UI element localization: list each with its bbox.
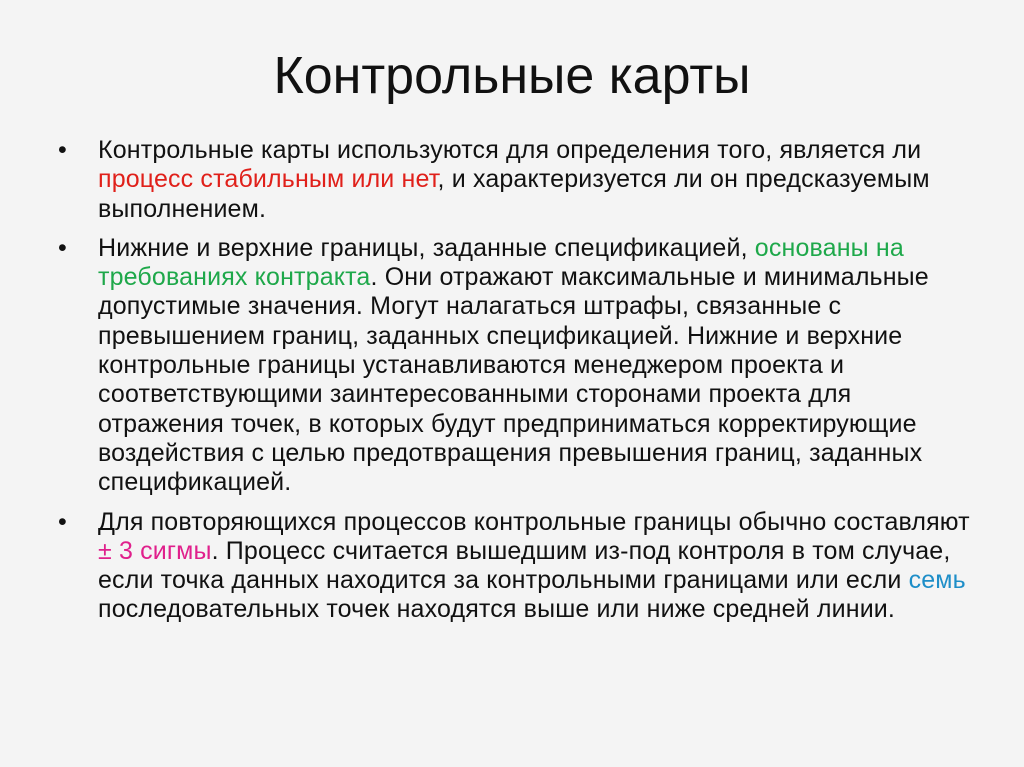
bullet-3-highlight-sigma: ± 3 сигмы xyxy=(98,536,212,565)
bullet-3-highlight-seven: семь xyxy=(908,566,966,595)
bullet-3-text-end: последовательных точек находятся выше или ниже средней линии. xyxy=(98,595,896,624)
bullet-item-2 xyxy=(58,234,978,498)
slide-title: Контрольные карты xyxy=(273,47,751,105)
bullet-3-text-middle: . Процесс считается вышедшим из-под контроля в том случае, если точка данных находится за контрольными границами или если xyxy=(98,536,951,595)
bullet-1-highlight: процесс стабильным или нет xyxy=(98,165,438,194)
bullet-item-3 xyxy=(58,508,978,625)
bullet-2-highlight: основаны на требованиях контракта xyxy=(98,233,904,292)
bullet-1-text: Контрольные карты используются для определения того, является ли xyxy=(98,136,922,164)
bullet-1-text-end: , и характеризуется ли он предсказуемым выполнением. xyxy=(98,165,930,223)
bullet-2-text-end: . Они отражают максимальные и минимальные допустимые значения. Могут налагаться штрафы, связанные с превышением границ, заданных спецификацией. Нижние и верхние контрольные границы устанавливаются менеджером проекта и соответствующими заинтересованными сторонами проекта для отражения точек, в которых будут предприниматься корректирующие воздействия с целью предотвращения превышения границ, заданных спецификацией. xyxy=(98,263,929,497)
bullet-item-1 xyxy=(58,136,978,224)
bullet-3-text: Для повторяющихся процессов контрольные границы обычно составляют xyxy=(98,507,970,536)
bullet-list xyxy=(58,136,978,635)
bullet-2-text: Нижние и верхние границы, заданные спецификацией, xyxy=(98,233,755,262)
bullet-dot-icon: • xyxy=(58,136,67,164)
bullet-dot-icon: • xyxy=(58,507,67,536)
bullet-dot-icon: • xyxy=(58,233,67,262)
